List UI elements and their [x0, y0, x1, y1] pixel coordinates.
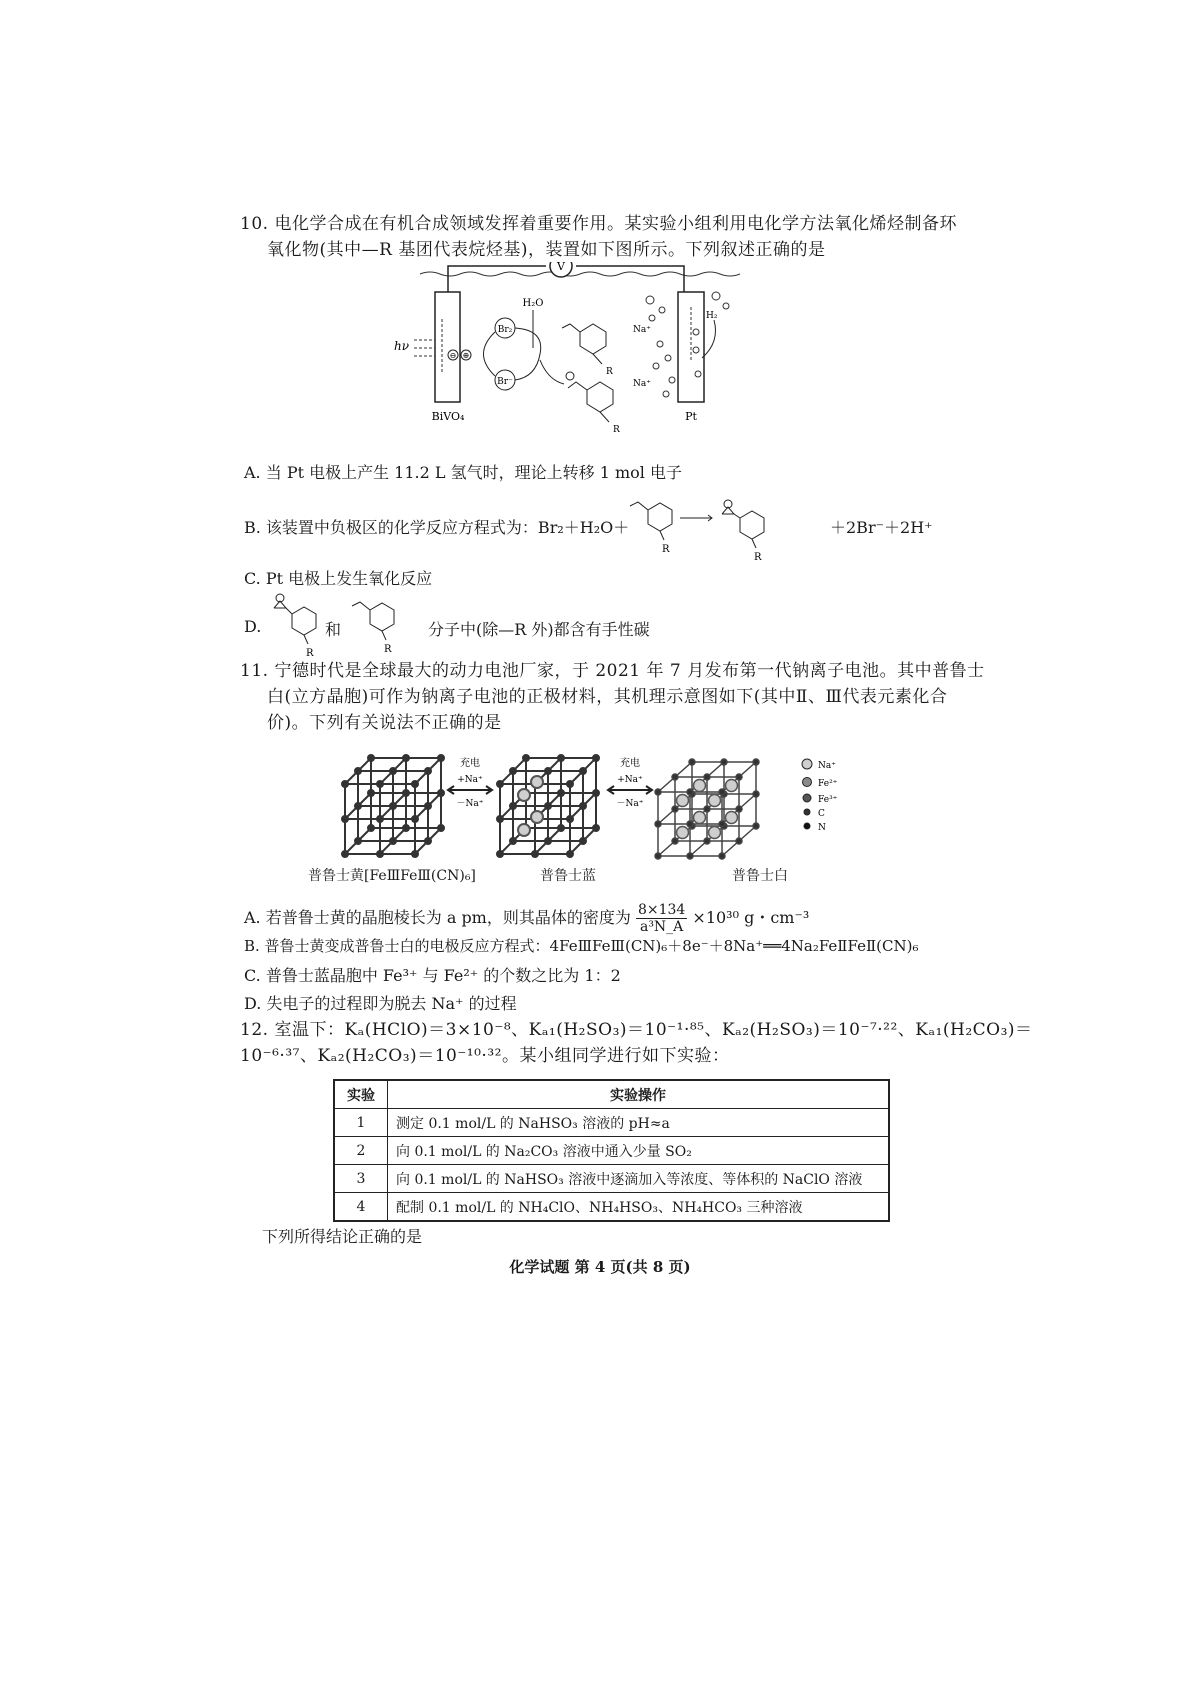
oxygen-atom: [566, 372, 574, 380]
lattice-atom: [403, 790, 409, 796]
optb-alkene-chain: [630, 502, 648, 510]
bivo4-electrode: [435, 292, 460, 402]
table-cell: 向 0.1 mol/L 的 NaHSO₃ 溶液中逐滴加入等浓度、等体积的 NaClO 溶液: [388, 1165, 890, 1193]
lattice-atom: [753, 759, 759, 765]
table-cell: 测定 0.1 mol/L 的 NaHSO₃ 溶液的 pH≈a: [388, 1109, 890, 1137]
lattice-atom: [580, 803, 586, 809]
lattice-atom: [593, 790, 599, 796]
lattice-atom: [368, 790, 374, 796]
q10-option-d-label: D.: [244, 617, 262, 636]
legend-na: Na⁺: [818, 761, 836, 771]
question-11: [240, 658, 985, 736]
legend-fe3-icon: [803, 794, 811, 802]
lattice-atom: [545, 768, 551, 774]
table-cell: 1: [334, 1109, 388, 1137]
lattice-atom: [721, 759, 727, 765]
lattice-atom: [425, 803, 431, 809]
q12-line2: 10⁻⁶·³⁷、Kₐ₂(H₂CO₃)＝10⁻¹⁰·³²。某小组同学进行如下实验：: [240, 1046, 730, 1066]
h2-label: H₂: [706, 311, 718, 321]
lattice-atom: [342, 781, 348, 787]
prussian-yellow-label: 普鲁士黄[FeⅢFeⅢ(CN)₆]: [308, 868, 476, 884]
lattice-atom: [403, 825, 409, 831]
hv-label: hν: [394, 339, 410, 353]
question-10: [240, 211, 957, 263]
arrow2-minus: －Na⁺: [616, 799, 644, 809]
lattice-atom: [355, 768, 361, 774]
legend-fe3: Fe³⁺: [818, 795, 838, 805]
plus-charge: ⊕: [462, 351, 470, 360]
epoxide-r: R: [613, 425, 620, 435]
q11-line2: 白(立方晶胞)可作为钠离子电池的正极材料，其机理示意图如下(其中Ⅱ、Ⅲ代表元素化合: [267, 687, 948, 707]
optd-alkene-ring: [370, 603, 394, 631]
lattice-atom: [355, 803, 361, 809]
alkene-chain: [562, 324, 580, 332]
table-row: [334, 1137, 889, 1165]
table-row: [334, 1109, 889, 1137]
alkene-r: R: [606, 367, 613, 377]
legend-n-icon: [804, 823, 810, 829]
na-ion: [694, 780, 706, 792]
q10-option-d-alkene: [348, 590, 428, 660]
lattice-atom: [510, 803, 516, 809]
q10-option-b-tail: ＋2Br⁻＋2H⁺: [830, 518, 933, 537]
minus-charge: ⊖: [449, 351, 457, 360]
lattice-atom: [390, 803, 396, 809]
optb-alkene-ring: [648, 503, 672, 531]
table-cell: 向 0.1 mol/L 的 Na₂CO₃ 溶液中通入少量 SO₂: [388, 1137, 890, 1165]
lattice-atom: [719, 853, 725, 859]
lattice-atom: [593, 825, 599, 831]
legend-fe2: Fe²⁺: [818, 779, 838, 789]
lattice-atom: [497, 816, 503, 822]
na-ion: [518, 824, 530, 836]
table-cell: 2: [334, 1137, 388, 1165]
q10-option-b-structures: [622, 490, 792, 560]
table-cell: 配制 0.1 mol/L 的 NH₄ClO、NH₄HSO₃、NH₄HCO₃ 三种溶液: [388, 1193, 890, 1222]
br2-label: Br₂: [497, 325, 513, 335]
lattice-atom: [687, 789, 693, 795]
optb-r1: R: [662, 544, 670, 555]
lattice-atom: [412, 816, 418, 822]
prussian-blue-cell: [497, 755, 599, 857]
optd-epoxide-ring: [292, 607, 316, 635]
experiment-table: [333, 1079, 890, 1222]
q11-option-b: B. 普鲁士黄变成普鲁士白的电极反应方程式：4FeⅢFeⅢ(CN)₆＋8e⁻＋8Na⁺══4Na₂FeⅡFeⅡ(CN)₆: [244, 937, 919, 955]
lattice-atom: [736, 774, 742, 780]
q11-option-d: D. 失电子的过程即为脱去 Na⁺ 的过程: [244, 994, 517, 1013]
table-cell: 4: [334, 1193, 388, 1222]
voltmeter-label: V: [557, 262, 565, 273]
na-ion: [677, 827, 689, 839]
lattice-atom: [368, 825, 374, 831]
lattice-atom: [532, 851, 538, 857]
q11-option-a-text: A. 若普鲁士黄的晶胞棱长为 a pm，则其晶体的密度为: [244, 908, 631, 927]
legend-n: N: [818, 823, 826, 833]
na-ion: [677, 795, 689, 807]
lattice-atom: [377, 851, 383, 857]
epoxide-chain: [568, 382, 587, 390]
q12-after: 下列所得结论正确的是: [262, 1227, 423, 1246]
lattice-atom: [558, 825, 564, 831]
prussian-white-cell: [655, 759, 759, 859]
lattice-atom: [689, 759, 695, 765]
q10-option-d-and: 和: [325, 620, 342, 639]
lattice-atom: [672, 806, 678, 812]
lattice-atom: [438, 790, 444, 796]
arrow2-plus: +Na⁺: [617, 775, 643, 785]
prussian-blue-label: 普鲁士蓝: [540, 868, 596, 884]
na-ion: [726, 812, 738, 824]
lattice-atom: [736, 838, 742, 844]
lattice-atom: [523, 755, 529, 761]
h2o-label: H₂O: [522, 298, 544, 309]
lattice-atom: [412, 781, 418, 787]
na-label-2: Na⁺: [633, 379, 651, 389]
lattice-atom: [368, 755, 374, 761]
lattice-atom: [580, 838, 586, 844]
br-minus-label: Br⁻: [497, 377, 513, 387]
lattice-atom: [403, 755, 409, 761]
table-cell: 3: [334, 1165, 388, 1193]
reaction-arrow: [540, 360, 564, 384]
arrow1-minus: －Na⁺: [456, 799, 484, 809]
lattice-atom: [545, 803, 551, 809]
optb-r2: R: [754, 552, 762, 560]
na-ion: [694, 812, 706, 824]
lattice-atom: [753, 823, 759, 829]
prussian-yellow-cell: [342, 755, 444, 857]
optd-alkene-r-bond: [382, 631, 386, 640]
optd-r1: R: [306, 648, 314, 659]
q10-option-d-text: 分子中(除—R 外)都含有手性碳: [428, 620, 650, 639]
legend-c-icon: [804, 809, 810, 815]
lattice-atom: [377, 816, 383, 822]
fraction-denominator: a³N_A: [639, 919, 684, 935]
lattice-atom: [545, 838, 551, 844]
na-ion: [518, 789, 530, 801]
optb-r-bond: [660, 531, 664, 540]
table-row: [334, 1165, 889, 1193]
lattice-atom: [672, 774, 678, 780]
solution-surface: [420, 272, 740, 276]
wire-left: [448, 266, 546, 292]
optd-r-bond: [304, 635, 308, 644]
q10-line2: 氧化物(其中—R 基团代表烷烃基)，装置如下图所示。下列叙述正确的是: [267, 240, 826, 260]
wire-right: [576, 266, 684, 292]
optd-alkene-chain: [352, 602, 370, 610]
q10-line1: 10. 电化学合成在有机合成领域发挥着重要作用。某实验小组利用电化学方法氧化烯烃制备环: [240, 214, 957, 234]
lattice-atom: [438, 755, 444, 761]
lattice-atom: [342, 816, 348, 822]
legend-na-icon: [802, 759, 812, 769]
lattice-atom: [412, 851, 418, 857]
lattice-atom: [580, 768, 586, 774]
fraction-numerator: 8×134: [637, 902, 686, 918]
lattice-atom: [497, 781, 503, 787]
arrow2-label: 充电: [620, 758, 640, 769]
optb-epoxide-bond: [734, 514, 740, 518]
q10-option-a: A. 当 Pt 电极上产生 11.2 L 氢气时，理论上转移 1 mol 电子: [244, 463, 682, 482]
lattice-atom: [510, 838, 516, 844]
lattice-atom: [425, 838, 431, 844]
epoxide-r-bond: [600, 412, 609, 422]
q10-option-b-text: B. 该装置中负极区的化学反应方程式为：Br₂＋H₂O＋: [244, 518, 630, 537]
lattice-atom: [593, 755, 599, 761]
lattice-atom: [704, 774, 710, 780]
lattice-atom: [753, 791, 759, 797]
lattice-atom: [672, 838, 678, 844]
table-row: [334, 1193, 889, 1222]
table-header-row: [334, 1080, 889, 1109]
arrow1-label: 充电: [460, 758, 480, 769]
na-ion: [531, 776, 543, 788]
lattice-atom: [510, 768, 516, 774]
cycle-arc-left: [484, 332, 496, 376]
question-12: [240, 1017, 1033, 1069]
lattice-atom: [558, 790, 564, 796]
q10-option-c: C. Pt 电极上发生氧化反应: [244, 569, 433, 588]
lattice-atom: [438, 825, 444, 831]
lattice-atom: [704, 806, 710, 812]
lattice-atom: [390, 768, 396, 774]
lattice-atom: [497, 851, 503, 857]
page-footer: 化学试题 第 4 页(共 8 页): [509, 1258, 691, 1276]
q11-option-a-tail: ×10³⁰ g・cm⁻³: [692, 908, 810, 927]
optd-r2: R: [384, 644, 392, 655]
arrow1-plus: +Na⁺: [457, 775, 483, 785]
lattice-atom: [567, 781, 573, 787]
optb-epoxide-ring: [740, 511, 764, 539]
alkene-r-bond: [593, 354, 602, 364]
q11-line3: 价)。下列有关说法不正确的是: [267, 713, 502, 733]
lattice-atom: [558, 755, 564, 761]
lattice-atom: [425, 768, 431, 774]
lattice-atom: [567, 816, 573, 822]
lattice-atom: [719, 821, 725, 827]
legend-fe2-icon: [803, 778, 812, 787]
lattice-atom: [687, 821, 693, 827]
q12-line1: 12. 室温下：Kₐ(HClO)＝3×10⁻⁸、Kₐ₁(H₂SO₃)＝10⁻¹·⁸⁵、Kₐ₂(H₂SO₃)＝10⁻⁷·²²、Kₐ₁(H₂CO₃)＝: [240, 1020, 1033, 1040]
electrochemical-cell-diagram: [380, 262, 750, 452]
table-header: 实验: [334, 1080, 388, 1109]
lattice-atom: [655, 789, 661, 795]
cycle-arc-right: [515, 328, 541, 380]
lattice-atom: [377, 781, 383, 787]
legend: [802, 759, 838, 833]
lattice-atom: [687, 853, 693, 859]
lattice-atom: [655, 853, 661, 859]
lattice-atom: [736, 806, 742, 812]
na-ion: [709, 827, 721, 839]
na-label-1: Na⁺: [633, 325, 651, 335]
q10-option-b: [244, 515, 629, 538]
epoxide-ring: [587, 382, 613, 412]
lattice-atom: [567, 851, 573, 857]
lattice-atom: [655, 821, 661, 827]
legend-c: C: [818, 809, 825, 819]
table-header: 实验操作: [388, 1080, 890, 1109]
pt-label: Pt: [685, 410, 697, 423]
q11-option-c: C. 普鲁士蓝晶胞中 Fe³⁺ 与 Fe²⁺ 的个数之比为 1：2: [244, 966, 621, 985]
lattice-atom: [355, 838, 361, 844]
na-ion: [531, 811, 543, 823]
lattice-atom: [719, 789, 725, 795]
lattice-atom: [390, 838, 396, 844]
alkene-ring: [580, 324, 606, 354]
optb-r2-bond: [752, 539, 756, 548]
q11-option-a: [244, 902, 809, 935]
na-ion: [726, 780, 738, 792]
prussian-white-label: 普鲁士白: [732, 868, 788, 884]
na-ion: [709, 795, 721, 807]
q11-line1: 11. 宁德时代是全球最大的动力电池厂家，于 2021 年 7 月发布第一代钠离子电池。其中普鲁士: [240, 661, 985, 681]
density-fraction: [636, 902, 687, 935]
bivo4-label: BiVO₄: [431, 410, 465, 423]
lattice-atom: [704, 838, 710, 844]
lattice-atom: [342, 851, 348, 857]
optd-bond: [286, 608, 292, 614]
